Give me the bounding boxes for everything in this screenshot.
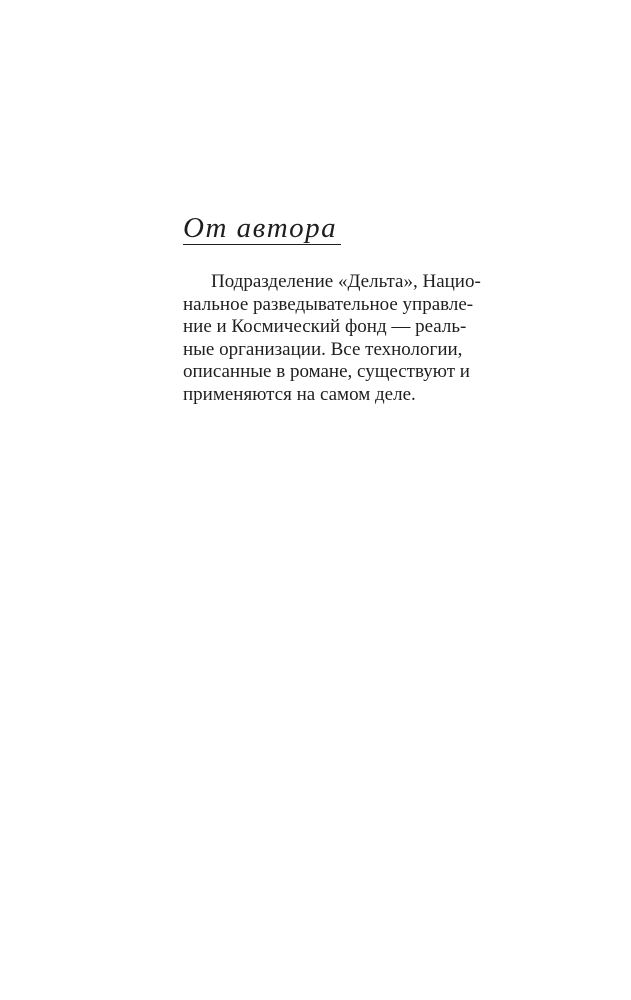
paragraph-line: Подразделение «Дельта», Нацио- xyxy=(211,271,481,292)
author-note-paragraph xyxy=(183,271,503,406)
paragraph-line: нальное разведывательное управле- xyxy=(183,293,474,315)
paragraph-line: применяются на самом деле. xyxy=(183,383,416,405)
section-heading: От автора xyxy=(183,212,338,244)
heading-underline xyxy=(183,244,341,245)
paragraph-line: ние и Космический фонд — реаль- xyxy=(183,316,467,337)
paragraph-line: ные организации. Все технологии, xyxy=(183,338,463,360)
paragraph-line: описанные в романе, существуют и xyxy=(183,361,470,382)
